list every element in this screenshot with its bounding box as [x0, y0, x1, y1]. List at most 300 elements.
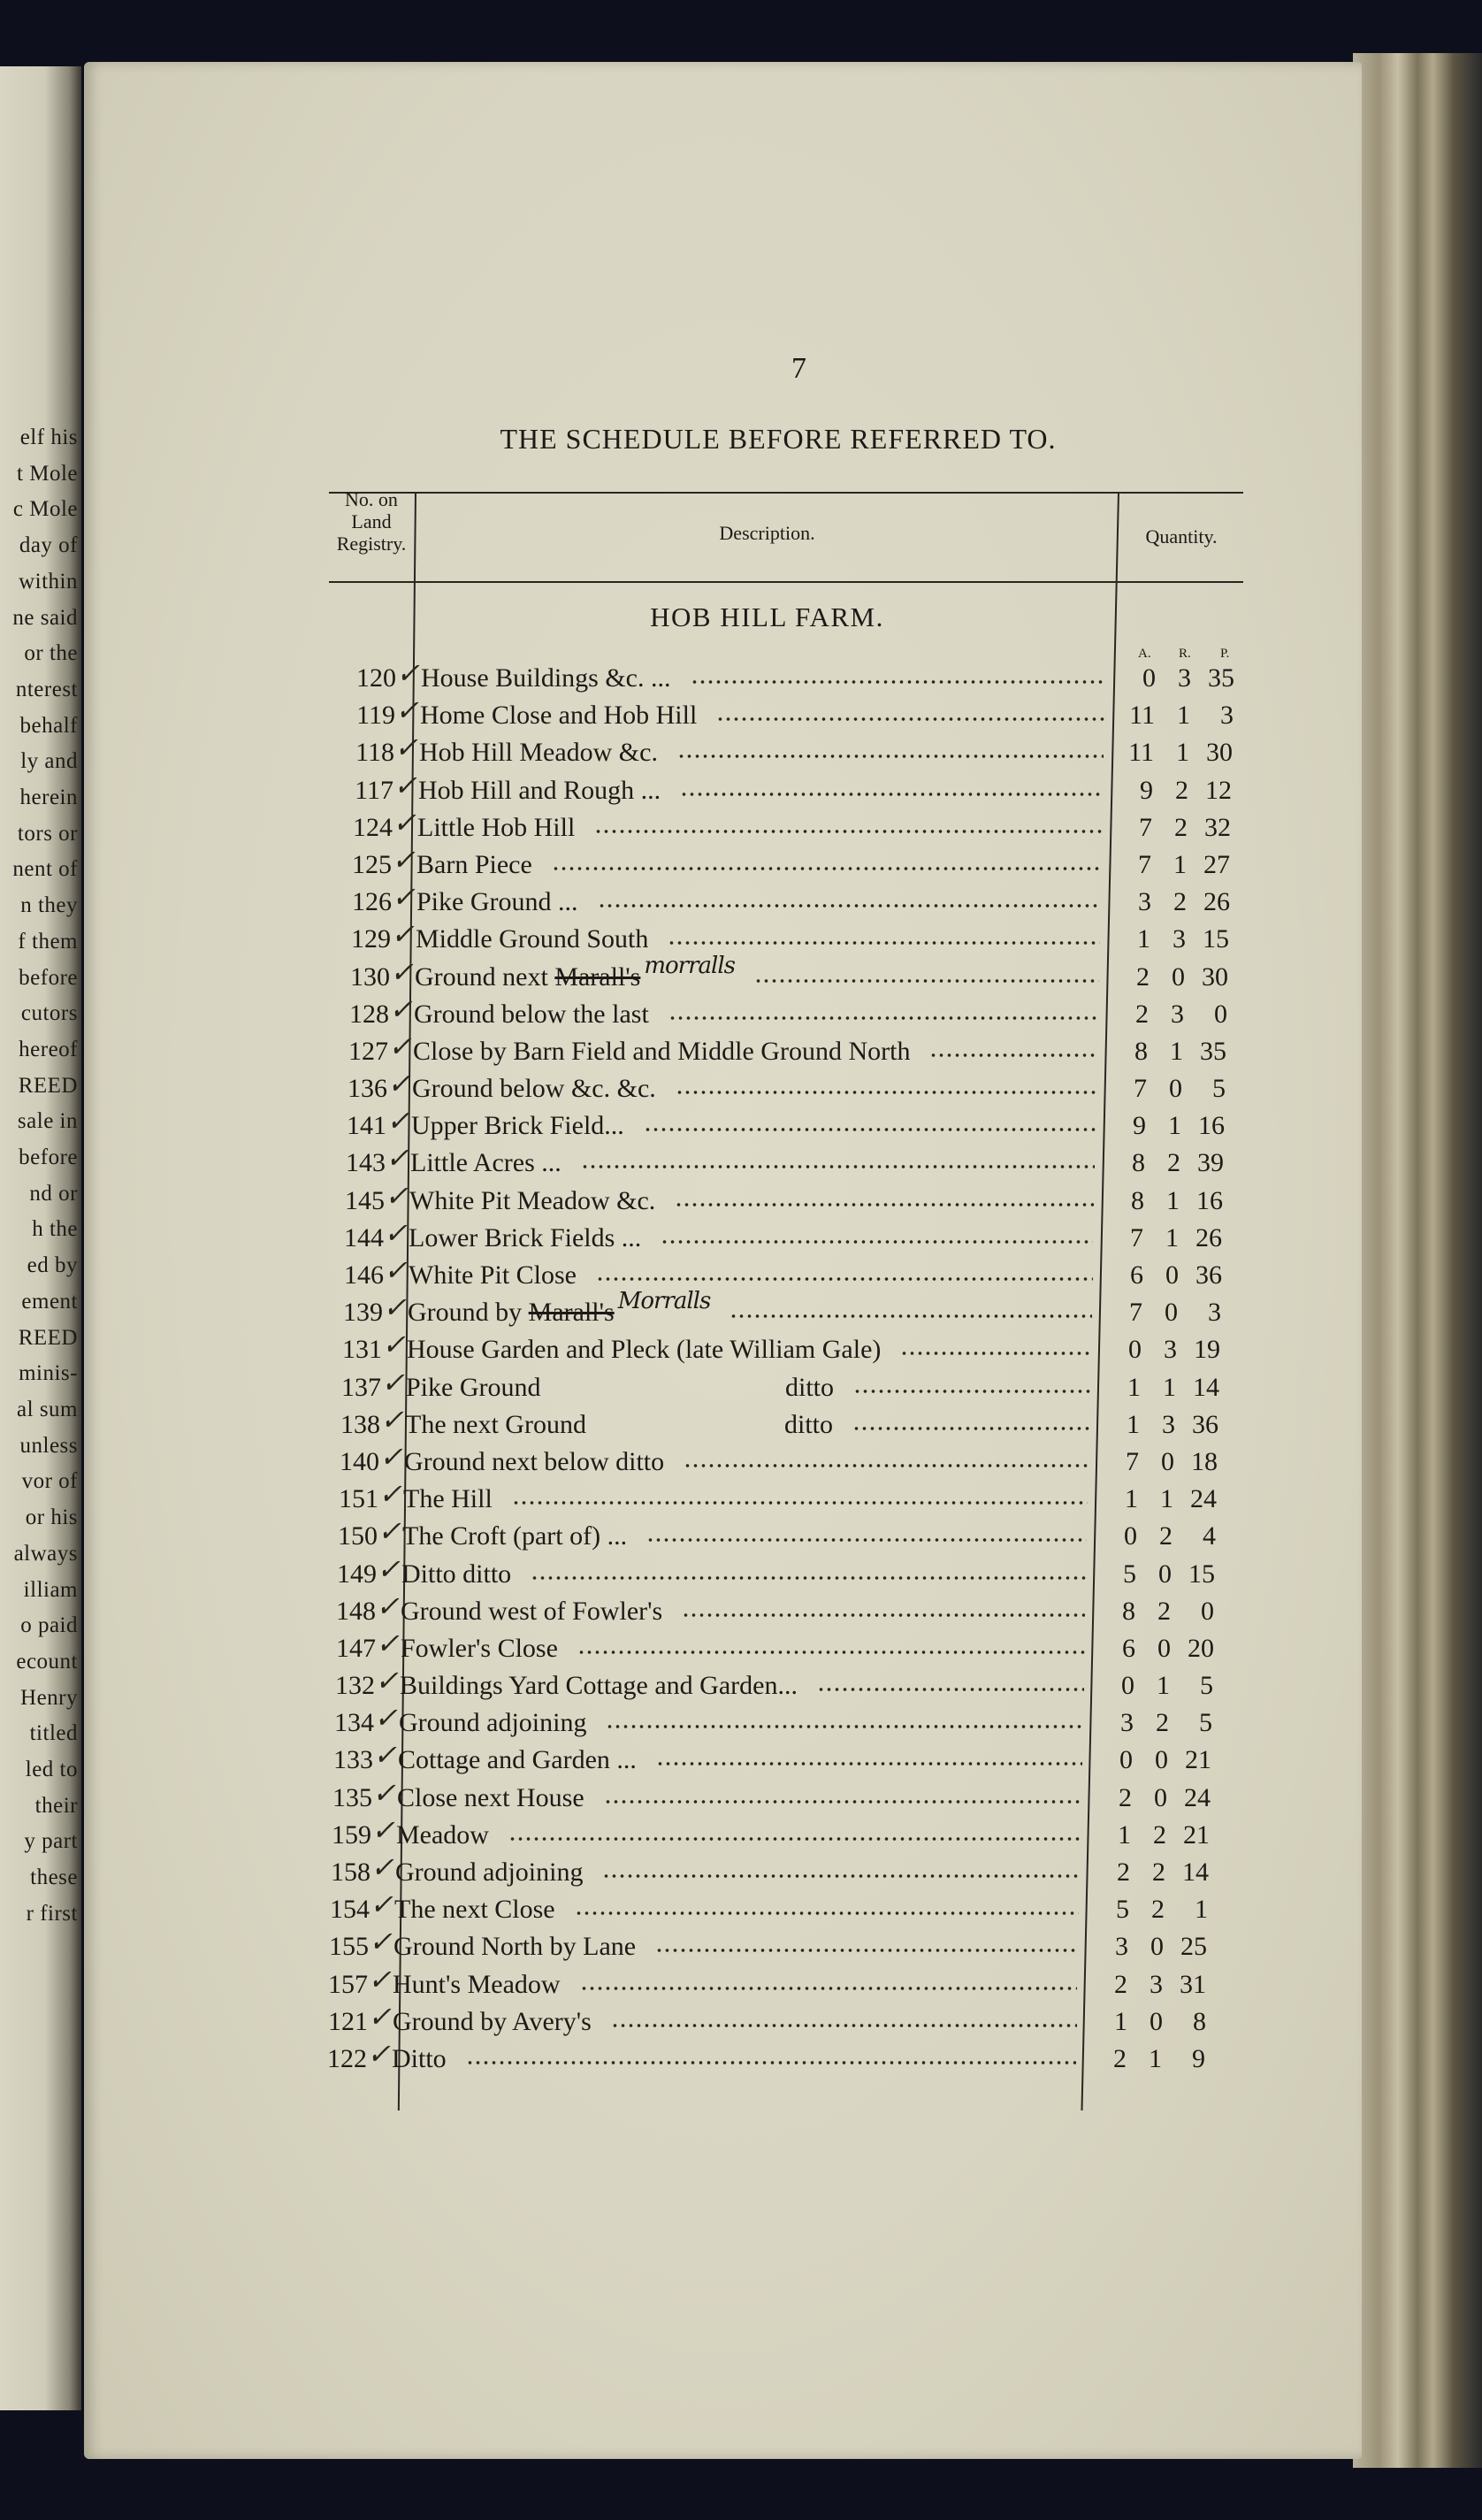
registry-number: 146: [344, 1260, 384, 1290]
description-text: The next Close: [394, 1895, 555, 1925]
description-text: Close next House: [397, 1782, 584, 1812]
quantity-perches: 26: [1196, 1222, 1222, 1252]
quantity-acres: 3: [1115, 1932, 1128, 1962]
quantity-perches: 36: [1196, 1260, 1222, 1290]
dot-leader: [929, 1053, 1097, 1058]
description: [416, 921, 648, 958]
quantity-perches: 14: [1193, 1372, 1219, 1402]
quantity-acres: 2: [1136, 961, 1150, 992]
check-mark-icon: ✓: [384, 1216, 408, 1249]
dot-leader: [668, 940, 1100, 946]
registry-number: 131: [342, 1335, 382, 1365]
left-facing-page: [0, 66, 81, 2410]
registry-number: 145: [345, 1185, 385, 1215]
table-row: [317, 1107, 1256, 1145]
dot-leader: [682, 1612, 1085, 1618]
left-page-line: ed by: [27, 1253, 78, 1278]
left-page-line: day of: [19, 533, 78, 558]
table-row: [313, 1331, 1256, 1368]
description-text: Ground next below ditto: [404, 1446, 665, 1476]
table-row: [319, 1030, 1256, 1070]
table-row: [302, 1813, 1256, 1854]
left-page-line: before: [19, 1145, 78, 1170]
quantity-acres: 1: [1137, 924, 1150, 954]
quantity-acres: 1: [1118, 1819, 1131, 1850]
left-page-line: herein: [19, 785, 78, 810]
check-mark-icon: ✓: [394, 731, 418, 764]
header-description: Description.: [719, 522, 815, 544]
check-mark-icon: ✓: [379, 1440, 403, 1473]
quantity-roods: 1: [1163, 1372, 1176, 1402]
description-text: Buildings Yard Cottage and Garden...: [400, 1671, 798, 1701]
description: [401, 1630, 558, 1667]
dot-leader: [594, 829, 1102, 834]
table-row: [324, 806, 1256, 846]
dot-leader: [852, 1426, 1089, 1431]
quantity-perches: 15: [1203, 924, 1229, 954]
description-text: Middle Ground South: [416, 924, 649, 954]
left-page-line: minis-: [19, 1361, 78, 1386]
dot-leader: [512, 1500, 1088, 1505]
description: [400, 1667, 798, 1704]
table-row: [303, 1776, 1256, 1817]
dot-leader: [644, 1127, 1096, 1132]
registry-number: 151: [339, 1484, 378, 1514]
description-text: Cottage and Garden ...: [398, 1745, 637, 1775]
table-row: [315, 1254, 1256, 1294]
registry-number: 117: [355, 775, 393, 805]
left-page-line: n they: [20, 893, 78, 918]
quantity-acres: 0: [1142, 663, 1156, 693]
description-text: The next Ground: [405, 1409, 586, 1439]
dot-leader: [646, 1537, 1087, 1543]
check-mark-icon: ✓: [382, 1329, 406, 1361]
table-row: [315, 1216, 1256, 1257]
left-page-line: or his: [25, 1505, 78, 1530]
left-page-line: cutors: [20, 1001, 78, 1026]
quantity-perches: 14: [1182, 1857, 1209, 1887]
check-mark-icon: ✓: [385, 1179, 409, 1212]
table-row: [307, 1589, 1256, 1630]
registry-number: 133: [333, 1745, 373, 1775]
dot-leader: [817, 1687, 1084, 1692]
quantity-roods: 2: [1173, 887, 1187, 917]
header-no-on-land-registry: No. on Land Registry.: [336, 488, 407, 555]
left-page-line: ement: [21, 1289, 78, 1314]
table-row: [309, 1478, 1256, 1518]
table-row: [306, 1667, 1256, 1704]
left-page-line: ecount: [16, 1649, 78, 1674]
registry-number: 127: [348, 1036, 388, 1066]
registry-number: 148: [336, 1596, 376, 1626]
check-mark-icon: ✓: [393, 806, 416, 839]
registry-number: 137: [341, 1372, 381, 1402]
dot-leader: [581, 1164, 1095, 1169]
quantity-perches: 4: [1203, 1521, 1216, 1551]
description: [409, 1183, 655, 1220]
quantity-roods: 1: [1170, 1036, 1183, 1066]
description-text: Ground adjoining: [395, 1857, 584, 1887]
description-text: The Hill: [403, 1484, 493, 1514]
check-mark-icon: ✓: [387, 1068, 411, 1100]
quantity-roods: 1: [1176, 738, 1189, 768]
quantity-roods: 0: [1172, 961, 1185, 992]
left-page-line: y part: [24, 1829, 78, 1854]
description-text: Ground by: [408, 1298, 523, 1328]
description-text: Pike Ground ...: [416, 887, 578, 917]
quantity-perches: 18: [1191, 1446, 1218, 1476]
description: [392, 2041, 447, 2078]
left-page-line: before: [19, 965, 78, 990]
quantity-roods: 0: [1161, 1446, 1174, 1476]
quantity-roods: 0: [1169, 1074, 1182, 1104]
quantity-acres: 3: [1138, 887, 1151, 917]
description-text: Ground by Avery's: [393, 2006, 592, 2036]
quantity-perches: 5: [1199, 1708, 1212, 1738]
check-mark-icon: ✓: [383, 1291, 407, 1324]
handwritten-correction: Morralls: [617, 1288, 711, 1315]
quantity-acres: 8: [1131, 1185, 1144, 1215]
schedule-table: [327, 657, 1256, 2078]
description-text: Little Hob Hill: [417, 812, 576, 842]
quantity-acres: 1: [1114, 2006, 1127, 2036]
quantity-acres: 5: [1123, 1559, 1136, 1589]
left-page-line: titled: [29, 1721, 78, 1746]
description: [396, 1817, 489, 1854]
description-text: Meadow: [396, 1819, 489, 1850]
registry-number: 126: [352, 887, 392, 917]
quantity-acres: 2: [1117, 1857, 1130, 1887]
description: [397, 1780, 584, 1817]
description: [398, 1742, 637, 1779]
quantity-acres: 2: [1135, 999, 1149, 1029]
description: [406, 1369, 541, 1406]
left-page-line: o paid: [20, 1613, 78, 1638]
registry-number: 143: [346, 1148, 386, 1178]
registry-number: 154: [330, 1895, 370, 1925]
quantity-perches: 27: [1203, 849, 1230, 879]
dot-leader: [611, 2023, 1077, 2028]
registry-number: 144: [344, 1222, 384, 1252]
check-mark-icon: ✓: [376, 1627, 400, 1659]
check-mark-icon: ✓: [378, 1478, 402, 1511]
page-number: 7: [791, 352, 806, 385]
table-row: [327, 657, 1256, 697]
dot-leader: [716, 716, 1104, 722]
dot-leader: [575, 1911, 1079, 1916]
check-mark-icon: ✓: [384, 1254, 408, 1286]
quantity-perches: 3: [1208, 1298, 1221, 1328]
registry-number: 155: [329, 1932, 369, 1962]
quantity-roods: 1: [1166, 1185, 1180, 1215]
quantity-roods: 3: [1162, 1409, 1175, 1439]
description-text: Hob Hill Meadow &c.: [419, 738, 658, 768]
quantity-perches: 5: [1200, 1671, 1213, 1701]
table-row: [318, 1070, 1256, 1107]
dot-leader: [598, 903, 1101, 908]
quantity-roods: 3: [1173, 924, 1186, 954]
check-mark-icon: ✓: [392, 843, 416, 876]
quantity-perches: 5: [1212, 1074, 1226, 1104]
table-row: [314, 1288, 1256, 1331]
left-page-line: r first: [26, 1901, 78, 1926]
table-row: [311, 1403, 1256, 1444]
description: [403, 1481, 493, 1518]
left-page-line: unless: [19, 1433, 78, 1458]
table-row: [305, 1704, 1256, 1742]
registry-number: 138: [340, 1409, 380, 1439]
dot-leader: [466, 2060, 1076, 2065]
header-bottom-rule: [329, 581, 1243, 583]
description: [412, 1070, 656, 1107]
left-page-line: REED: [18, 1073, 78, 1098]
quantity-perches: 1: [1195, 1895, 1208, 1925]
quantity-acres: 7: [1138, 849, 1151, 879]
header-quantity: Quantity.: [1145, 525, 1218, 548]
quantity-perches: 16: [1198, 1111, 1225, 1141]
description: [401, 1593, 662, 1630]
struck-text: Marall's: [554, 961, 641, 992]
quantity-perches: 20: [1188, 1633, 1214, 1663]
quantity-acres: 1: [1125, 1484, 1138, 1514]
dot-leader: [676, 1090, 1096, 1095]
left-page-line: REED: [18, 1325, 78, 1350]
registry-number: 140: [340, 1446, 379, 1476]
description-text: House Buildings &c. ...: [421, 663, 671, 693]
table-row: [325, 731, 1256, 771]
registry-number: 158: [331, 1857, 370, 1887]
quantity-acres: 6: [1122, 1633, 1135, 1663]
dot-leader: [602, 1873, 1080, 1879]
registry-number: 124: [353, 812, 393, 842]
table-row: [304, 1739, 1256, 1779]
quantity-acres: 7: [1139, 812, 1152, 842]
quantity-acres: 0: [1128, 1335, 1142, 1365]
quantity-acres: 1: [1127, 1409, 1140, 1439]
dot-leader: [691, 679, 1105, 685]
left-page-line: c Mole: [12, 497, 78, 522]
description: [416, 846, 532, 884]
check-mark-icon: ✓: [369, 1926, 393, 1958]
quantity-perches: 12: [1205, 775, 1232, 805]
table-row: [299, 1963, 1256, 2003]
quantity-perches: 35: [1208, 663, 1234, 693]
dot-leader: [606, 1724, 1083, 1729]
description-text: Little Acres ...: [410, 1148, 561, 1178]
quantity-roods: 2: [1167, 1148, 1180, 1178]
section-heading: HOB HILL FARM.: [650, 601, 884, 632]
ditto-text: ditto: [784, 1409, 834, 1439]
dot-leader: [730, 1314, 1092, 1319]
description: [407, 1331, 881, 1368]
quantity-acres: 2: [1119, 1782, 1132, 1812]
dot-leader: [552, 866, 1101, 871]
check-mark-icon: ✓: [371, 1813, 395, 1846]
description: [393, 1966, 561, 2003]
handwritten-correction: morralls: [644, 952, 735, 979]
quantity-perches: 36: [1192, 1409, 1218, 1439]
description-text: Ground next: [415, 961, 548, 992]
left-page-line: al sum: [17, 1397, 78, 1421]
unit-acres: A.: [1138, 647, 1151, 661]
table-row: [321, 952, 1256, 996]
left-page-line: illiam: [23, 1577, 78, 1602]
quantity-roods: 2: [1156, 1708, 1169, 1738]
quantity-perches: 35: [1200, 1036, 1226, 1066]
left-page-line: Henry: [20, 1685, 78, 1710]
dot-leader: [604, 1799, 1081, 1804]
registry-number: 129: [351, 924, 391, 954]
table-row: [322, 918, 1256, 958]
quantity-roods: 1: [1157, 1671, 1170, 1701]
quantity-roods: 3: [1178, 663, 1191, 693]
description-text: Ditto ditto: [401, 1559, 512, 1589]
check-mark-icon: ✓: [388, 1030, 412, 1062]
quantity-acres: 7: [1126, 1446, 1139, 1476]
registry-number: 121: [328, 2006, 368, 2036]
quantity-perches: 0: [1201, 1596, 1214, 1626]
check-mark-icon: ✓: [390, 955, 414, 988]
check-mark-icon: ✓: [370, 1851, 394, 1883]
left-page-line: within: [19, 569, 78, 594]
description: [415, 952, 735, 997]
check-mark-icon: ✓: [381, 1366, 405, 1398]
registry-number: 125: [352, 849, 392, 879]
quantity-perches: 21: [1185, 1745, 1211, 1775]
quantity-roods: 0: [1165, 1260, 1179, 1290]
table-row: [326, 694, 1256, 734]
check-mark-icon: ✓: [396, 657, 420, 689]
check-mark-icon: ✓: [370, 1888, 393, 1921]
description-text: Hunt's Meadow: [393, 1969, 561, 1999]
description-text: White Pit Close: [409, 1260, 577, 1290]
dot-leader: [531, 1575, 1086, 1581]
left-page-line: t Mole: [17, 461, 78, 486]
check-mark-icon: ✓: [380, 1403, 404, 1436]
check-mark-icon: ✓: [374, 1702, 398, 1735]
page-edges: [1353, 53, 1482, 2468]
quantity-roods: 0: [1155, 1745, 1168, 1775]
quantity-roods: 2: [1174, 812, 1188, 842]
description: [393, 2003, 592, 2041]
description: [402, 1518, 627, 1555]
quantity-roods: 1: [1173, 849, 1187, 879]
description: [416, 884, 578, 921]
check-mark-icon: ✓: [386, 1105, 410, 1137]
description: [405, 1406, 586, 1444]
quantity-roods: 2: [1152, 1857, 1165, 1887]
table-row: [308, 1552, 1256, 1593]
table-row: [310, 1440, 1256, 1481]
description: [418, 772, 661, 809]
quantity-perches: 32: [1204, 812, 1231, 842]
quantity-acres: 5: [1116, 1895, 1129, 1925]
quantity-acres: 0: [1119, 1745, 1133, 1775]
check-mark-icon: ✓: [367, 2037, 391, 2070]
table-row: [309, 1515, 1256, 1555]
quantity-roods: 1: [1165, 1222, 1179, 1252]
quantity-roods: 0: [1165, 1298, 1178, 1328]
check-mark-icon: ✓: [377, 1552, 401, 1585]
check-mark-icon: ✓: [395, 694, 419, 727]
table-row: [316, 1179, 1256, 1220]
quantity-perches: 9: [1192, 2043, 1205, 2073]
description-text: The Croft (part of) ...: [402, 1521, 628, 1551]
quantity-acres: 7: [1134, 1074, 1147, 1104]
registry-number: 147: [336, 1633, 376, 1663]
dot-leader: [680, 792, 1103, 797]
description: [414, 996, 649, 1033]
left-page-line: ly and: [20, 749, 78, 774]
quantity-roods: 2: [1157, 1596, 1171, 1626]
description: [409, 1220, 641, 1257]
quantity-roods: 1: [1177, 701, 1190, 731]
dot-leader: [675, 1202, 1094, 1207]
quantity-roods: 3: [1150, 1969, 1163, 1999]
description: [410, 1145, 561, 1182]
quantity-acres: 7: [1130, 1222, 1143, 1252]
description-text: Ground North by Lane: [393, 1932, 637, 1962]
registry-number: 122: [327, 2043, 367, 2073]
quantity-roods: 0: [1157, 1633, 1171, 1663]
check-mark-icon: ✓: [373, 1739, 397, 1772]
description: [417, 809, 575, 846]
quantity-roods: 0: [1150, 2006, 1163, 2036]
left-page-line: elf his: [19, 425, 78, 449]
registry-number: 130: [350, 961, 390, 992]
quantity-perches: 30: [1202, 961, 1228, 992]
table-row: [317, 1142, 1256, 1182]
quantity-roods: 0: [1158, 1559, 1172, 1589]
left-page-line: tors or: [17, 821, 78, 846]
description-text: Home Close and Hob Hill: [420, 701, 698, 731]
quantity-roods: 2: [1151, 1895, 1165, 1925]
page-title: THE SCHEDULE BEFORE REFERRED TO.: [500, 423, 1057, 455]
quantity-perches: 19: [1194, 1335, 1220, 1365]
quantity-acres: 0: [1124, 1521, 1137, 1551]
quantity-perches: 8: [1193, 2006, 1206, 2036]
dot-leader: [580, 1986, 1077, 1991]
left-page-text-fragments: [0, 420, 78, 1933]
description: [401, 1556, 511, 1593]
quantity-roods: 0: [1150, 1932, 1164, 1962]
description: [393, 1928, 636, 1965]
quantity-roods: 1: [1160, 1484, 1173, 1514]
table-row: [325, 769, 1256, 809]
quantity-acres: 7: [1129, 1298, 1142, 1328]
left-page-line: h the: [32, 1217, 78, 1242]
quantity-perches: 21: [1183, 1819, 1210, 1850]
description-text: Ground below &c. &c.: [412, 1074, 656, 1104]
description: [420, 697, 697, 734]
check-mark-icon: ✓: [386, 1142, 409, 1175]
table-row: [300, 1928, 1256, 1965]
registry-number: 159: [332, 1819, 371, 1850]
description-text: Upper Brick Field...: [411, 1111, 624, 1141]
left-page-line: led to: [25, 1758, 78, 1782]
check-mark-icon: ✓: [393, 769, 417, 801]
table-top-rule: [329, 492, 1243, 494]
registry-number: 120: [356, 663, 396, 693]
quantity-acres: 2: [1113, 2043, 1127, 2073]
quantity-acres: 0: [1121, 1671, 1134, 1701]
unit-roods: R.: [1179, 647, 1191, 661]
left-page-line: their: [34, 1793, 78, 1818]
quantity-acres: 8: [1134, 1036, 1148, 1066]
description-text: Hob Hill and Rough ...: [418, 775, 661, 805]
registry-number: 118: [355, 738, 394, 768]
left-page-line: behalf: [19, 713, 78, 738]
